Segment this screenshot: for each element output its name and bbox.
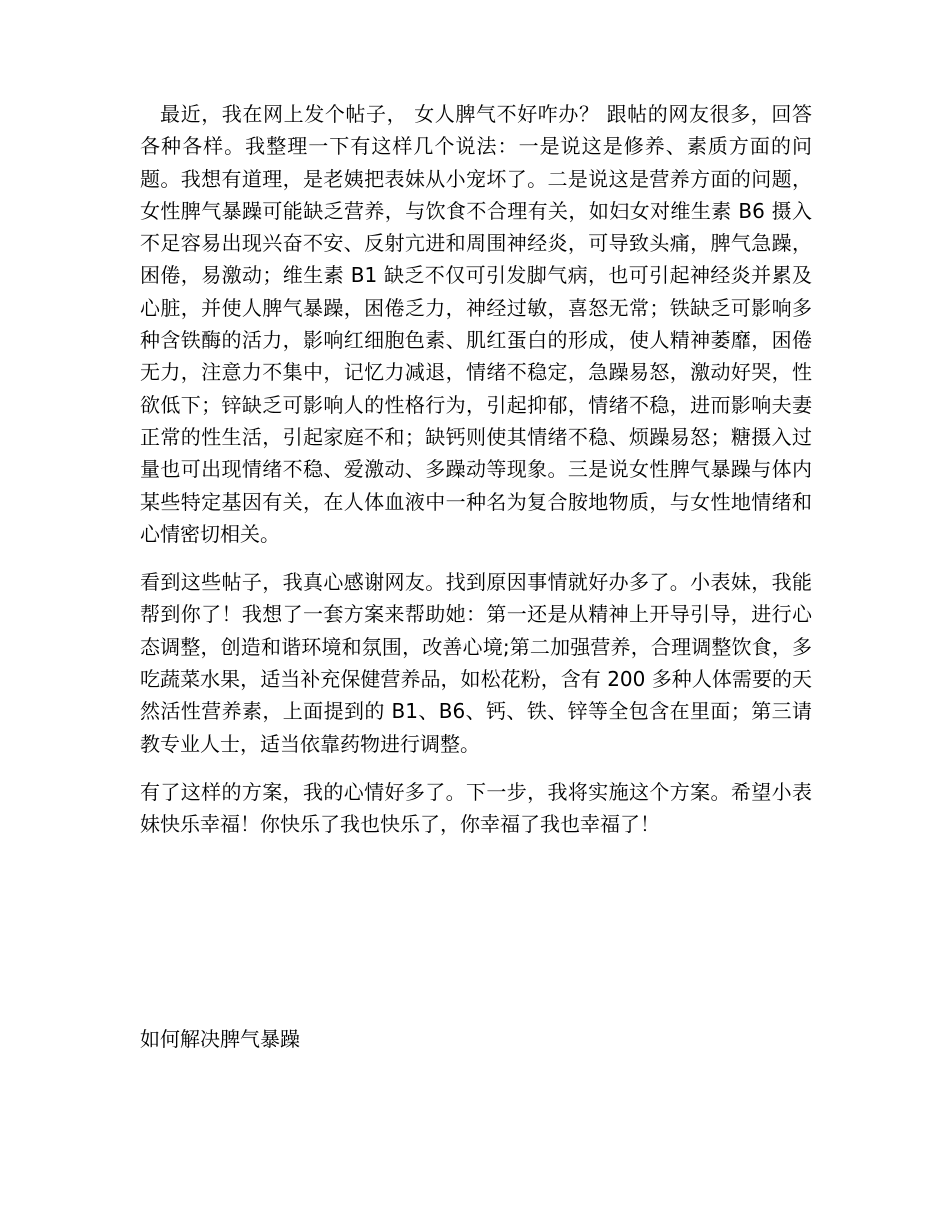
document-body	[140, 98, 812, 841]
paragraph-2: 看到这些帖子，我真心感谢网友。找到原因事情就好办多了。小表妹，我能帮到你了！我想了一套方案来帮助她：第一还是从精神上开导引导，进行心态调整，创造和谐环境和氛围，改善心境;第二加强营养，合理调整饮食，多吃蔬菜水果，适当补充保健营养品，如松花粉，含有 200 多种人体需要的天然活性营养素，上面提到的 B1、B6、钙、铁、锌等全包含在里面；第三请教专业人士，适当依靠药物进行调整。	[140, 570, 812, 756]
paragraph-1: 最近，我在网上发个帖子， 女人脾气不好咋办？ 跟帖的网友很多，回答各种各样。我整理一下有这样几个说法：一是说这是修养、素质方面的问题。我想有道理，是老姨把表妹从小宠坏了。二是说这是营养方面的问题，女性脾气暴躁可能缺乏营养，与饮食不合理有关，如妇女对维生素 B6 摄入不足容易出现兴奋不安、反射亢进和周围神经炎，可导致头痛，脾气急躁，困倦，易激动；维生素 B1 缺乏不仅可引发脚气病，也可引起神经炎并累及心脏，并使人脾气暴躁，困倦乏力，神经过敏，喜怒无常；铁缺乏可影响多种含铁酶的活力，影响红细胞色素、肌红蛋白的形成，使人精神萎靡，困倦无力，注意力不集中，记忆力减退，情绪不稳定，急躁易怒，激动好哭，性欲低下；锌缺乏可影响人的性格行为，引起抑郁，情绪不稳，进而影响夫妻正常的性生活，引起家庭不和；缺钙则使其情绪不稳、烦躁易怒；糖摄入过量也可出现情绪不稳、爱激动、多躁动等现象。三是说女性脾气暴躁与体内某些特定基因有关，在人体血液中一种名为复合胺地物质，与女性地情绪和心情密切相关。	[140, 102, 812, 546]
document-title: 如何解决脾气暴躁	[140, 1027, 300, 1051]
paragraph-3: 有了这样的方案，我的心情好多了。下一步，我将实施这个方案。希望小表妹快乐幸福！你快乐了我也快乐了，你幸福了我也幸福了！	[140, 779, 812, 837]
